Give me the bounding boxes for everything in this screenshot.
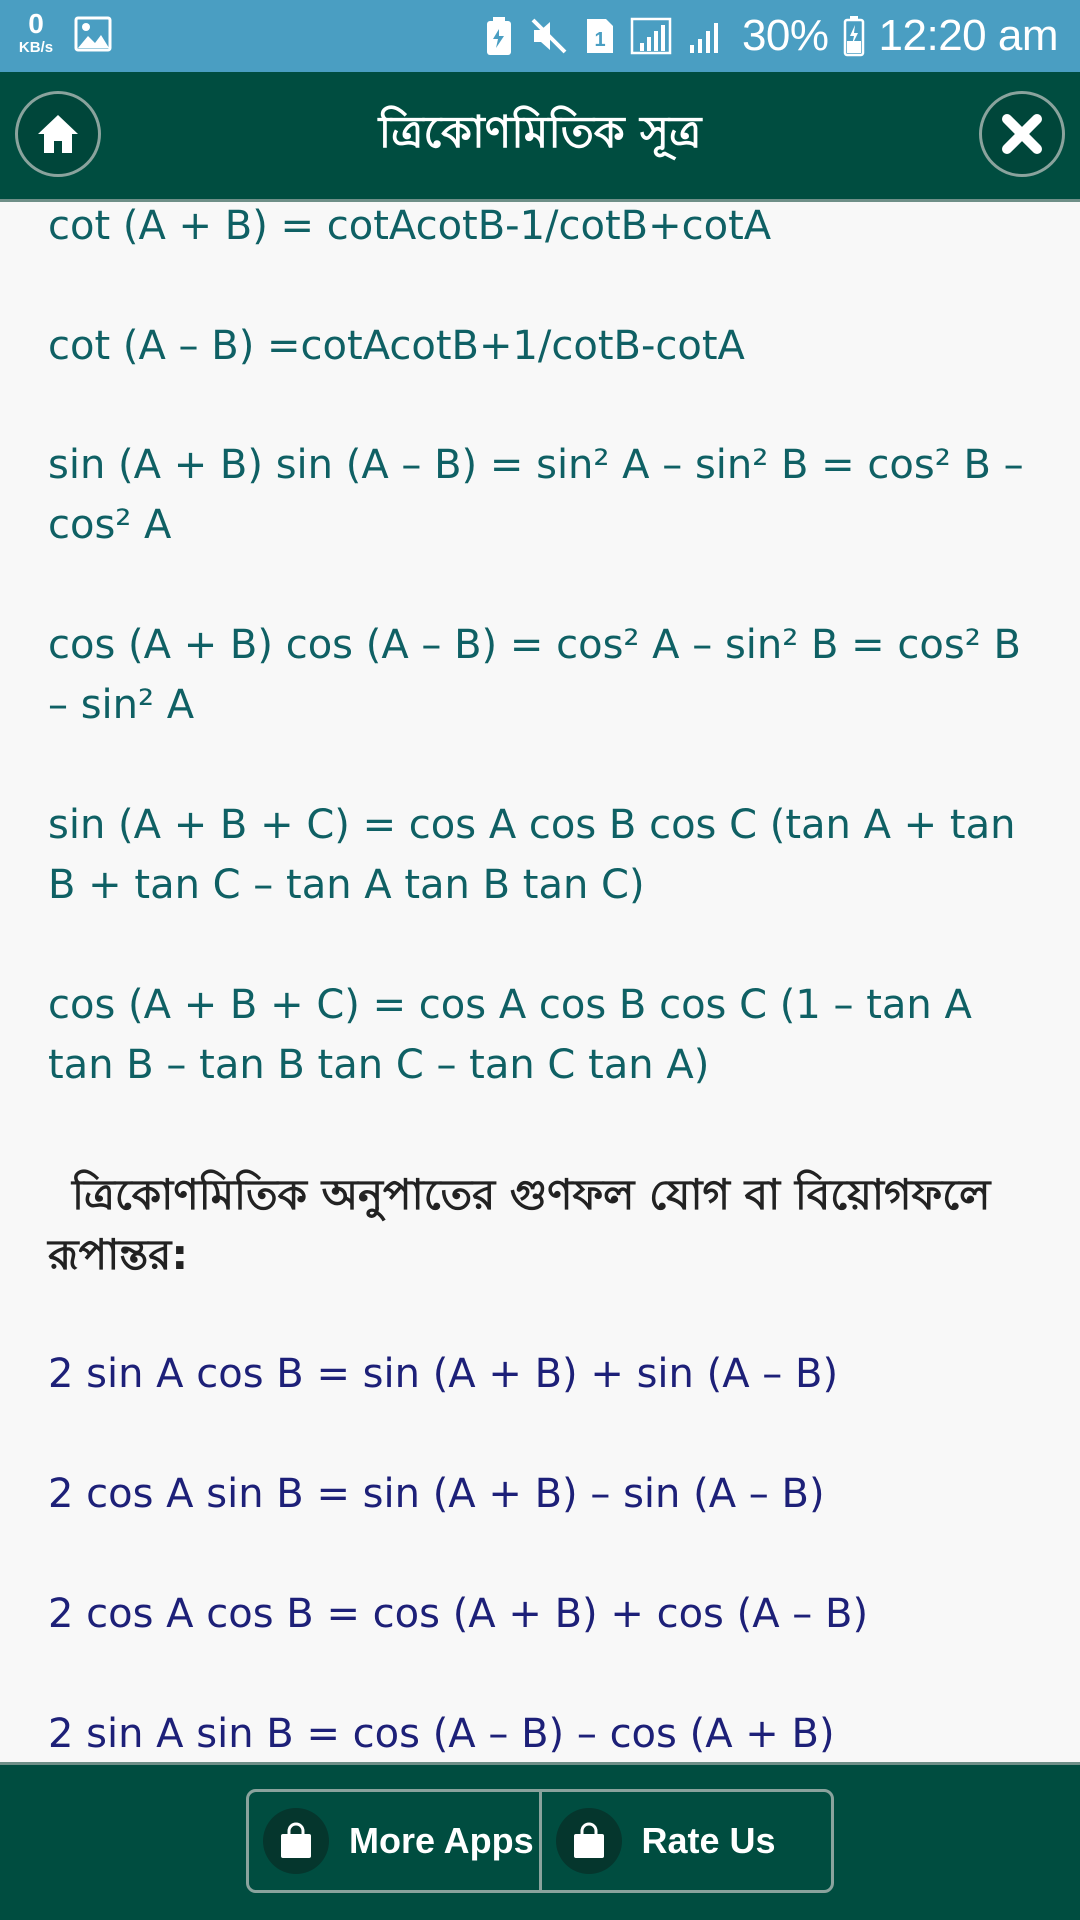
formula-item: 2 cos A sin B = sin (A + B) – sin (A – B)	[48, 1471, 825, 1517]
formula-item: 2 sin A sin B = cos (A – B) – cos (A + B)	[48, 1711, 835, 1757]
battery-percent: 30%	[741, 11, 829, 60]
section-heading: ত্রিকোণমিতিক অনুপাতের গুণফল যোগ বা বিয়োগফলে রূপান্তর:	[48, 1170, 991, 1279]
clock: 12:20 am	[878, 11, 1058, 60]
formula-item: cot (A + B) = cotAcotB-1/cotB+cotA	[48, 203, 772, 249]
app-bar	[0, 72, 1080, 202]
close-button[interactable]	[979, 91, 1065, 177]
mute-icon	[528, 15, 570, 57]
network-speed	[14, 10, 58, 55]
bottom-button-group	[246, 1789, 834, 1893]
rate-us-button[interactable]	[539, 1792, 832, 1890]
bottom-bar	[0, 1762, 1080, 1920]
home-icon	[35, 112, 81, 156]
formula-item: cos (A + B) cos (A – B) = cos² A – sin² B = cos² B – sin² A	[48, 622, 1021, 728]
formula-item: sin (A + B + C) = cos A cos B cos C (tan A + tan B + tan C – tan A tan B tan C)	[48, 802, 1016, 908]
close-icon	[999, 111, 1045, 157]
battery-charging-icon	[843, 15, 865, 57]
network-speed-value: 0	[28, 8, 44, 39]
formula-list[interactable]	[0, 202, 1080, 1762]
shopping-bag-icon	[556, 1808, 622, 1874]
rate-us-label: Rate Us	[641, 1820, 776, 1861]
network-speed-unit: KB/s	[18, 39, 54, 56]
battery-saver-icon	[484, 15, 514, 57]
formula-item: sin (A + B) sin (A – B) = sin² A – sin² B = cos² B – cos² A	[48, 442, 1024, 548]
status-bar	[0, 0, 1080, 72]
sim-slot-icon	[584, 16, 616, 56]
shopping-bag-icon	[263, 1808, 329, 1874]
signal-sim1-icon	[630, 15, 674, 57]
formula-item: cos (A + B + C) = cos A cos B cos C (1 – tan A tan B – tan B tan C – tan C tan A)	[48, 982, 972, 1088]
formula-item: cot (A – B) =cotAcotB+1/cotB-cotA	[48, 323, 745, 369]
formula-item: 2 cos A cos B = cos (A + B) + cos (A – B)	[48, 1591, 869, 1637]
sim-slot-number: 1	[594, 29, 606, 51]
more-apps-label: More Apps	[349, 1820, 534, 1861]
signal-sim2-icon	[688, 15, 726, 57]
more-apps-button[interactable]	[249, 1792, 539, 1890]
page-title: ত্রিকোণমিতিক সূত্র	[378, 107, 702, 158]
home-button[interactable]	[15, 91, 101, 177]
gallery-icon	[74, 16, 112, 52]
formula-item: 2 sin A cos B = sin (A + B) + sin (A – B)	[48, 1351, 839, 1397]
